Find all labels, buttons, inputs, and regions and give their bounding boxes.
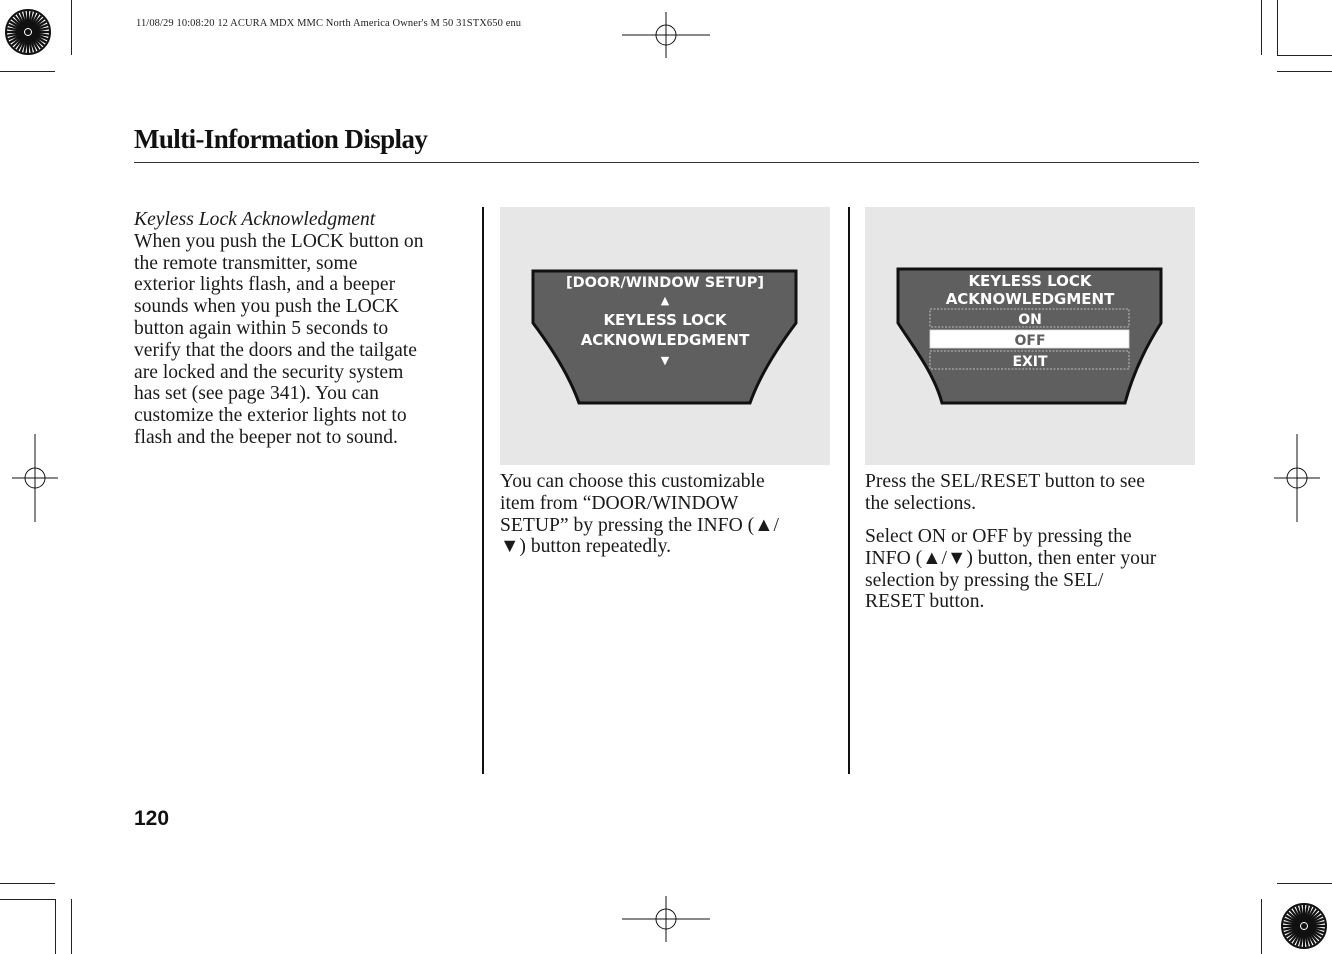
caption-line: item from “DOOR/WINDOW	[500, 492, 739, 514]
up-arrow-icon: ▲	[660, 294, 670, 307]
body-line: are locked and the security system	[134, 361, 404, 383]
caption-line: INFO (▲/▼) button, then enter your	[865, 547, 1157, 569]
sunburst-registration-icon	[4, 8, 52, 56]
screen-line-1: KEYLESS LOCK	[968, 272, 1092, 290]
option-off: OFF	[1014, 333, 1046, 349]
caption-line: Press the SEL/RESET button to see	[865, 471, 1145, 492]
column-3-caption-2	[865, 526, 1200, 613]
caption-line: the selections.	[865, 492, 976, 514]
body-line: has set (see page 341). You can	[134, 383, 379, 405]
section-heading: Keyless Lock Acknowledgment	[134, 209, 376, 230]
caption-line: RESET button.	[865, 591, 985, 613]
caption-line: You can choose this customizable	[500, 471, 765, 492]
body-line: the remote transmitter, some	[134, 252, 358, 274]
body-line: sounds when you push the LOCK	[134, 296, 400, 318]
column-1	[134, 209, 474, 449]
caption-line: Select ON or OFF by pressing the	[865, 526, 1132, 547]
body-line: button again within 5 seconds to	[134, 317, 389, 339]
body-line: exterior lights flash, and a beeper	[134, 274, 396, 296]
body-line: When you push the LOCK button on	[134, 230, 424, 252]
sunburst-registration-icon	[1280, 902, 1328, 950]
caption-line: selection by pressing the SEL/	[865, 569, 1104, 591]
page-title: Multi-Information Display	[134, 124, 428, 154]
display-illustration-setup	[500, 207, 830, 465]
print-header: 11/08/29 10:08:20 12 ACURA MDX MMC North America Owner's M 50 31STX650 enu	[136, 18, 522, 29]
column-3-caption-1	[865, 471, 1200, 515]
screen-line-2: ACKNOWLEDGMENT	[580, 331, 750, 349]
caption-line: ▼) button repeatedly.	[500, 536, 672, 558]
column-divider	[482, 207, 484, 774]
body-line: customize the exterior lights not to	[134, 405, 407, 427]
body-line: verify that the doors and the tailgate	[134, 339, 417, 361]
option-on: ON	[1018, 312, 1042, 328]
display-illustration-options	[865, 207, 1195, 465]
options-screen	[865, 207, 1195, 465]
screen-header: [DOOR/WINDOW SETUP]	[566, 275, 764, 291]
crosshair-left-icon	[12, 434, 58, 522]
page-number: 120	[134, 807, 170, 830]
screen-line-2: ACKNOWLEDGMENT	[945, 290, 1115, 308]
body-line: flash and the beeper not to sound.	[134, 426, 398, 448]
mid-screen	[500, 207, 830, 465]
screen-line-1: KEYLESS LOCK	[603, 311, 727, 329]
column-2-caption	[500, 471, 830, 558]
title-divider	[134, 162, 1199, 163]
crosshair-right-icon	[1274, 434, 1320, 522]
column-divider	[848, 207, 850, 774]
down-arrow-icon: ▼	[660, 354, 670, 367]
caption-line: SETUP” by pressing the INFO (▲/	[500, 514, 779, 536]
crosshair-top-icon	[622, 12, 710, 58]
option-exit: EXIT	[1012, 354, 1048, 370]
crosshair-bottom-icon	[622, 896, 710, 942]
